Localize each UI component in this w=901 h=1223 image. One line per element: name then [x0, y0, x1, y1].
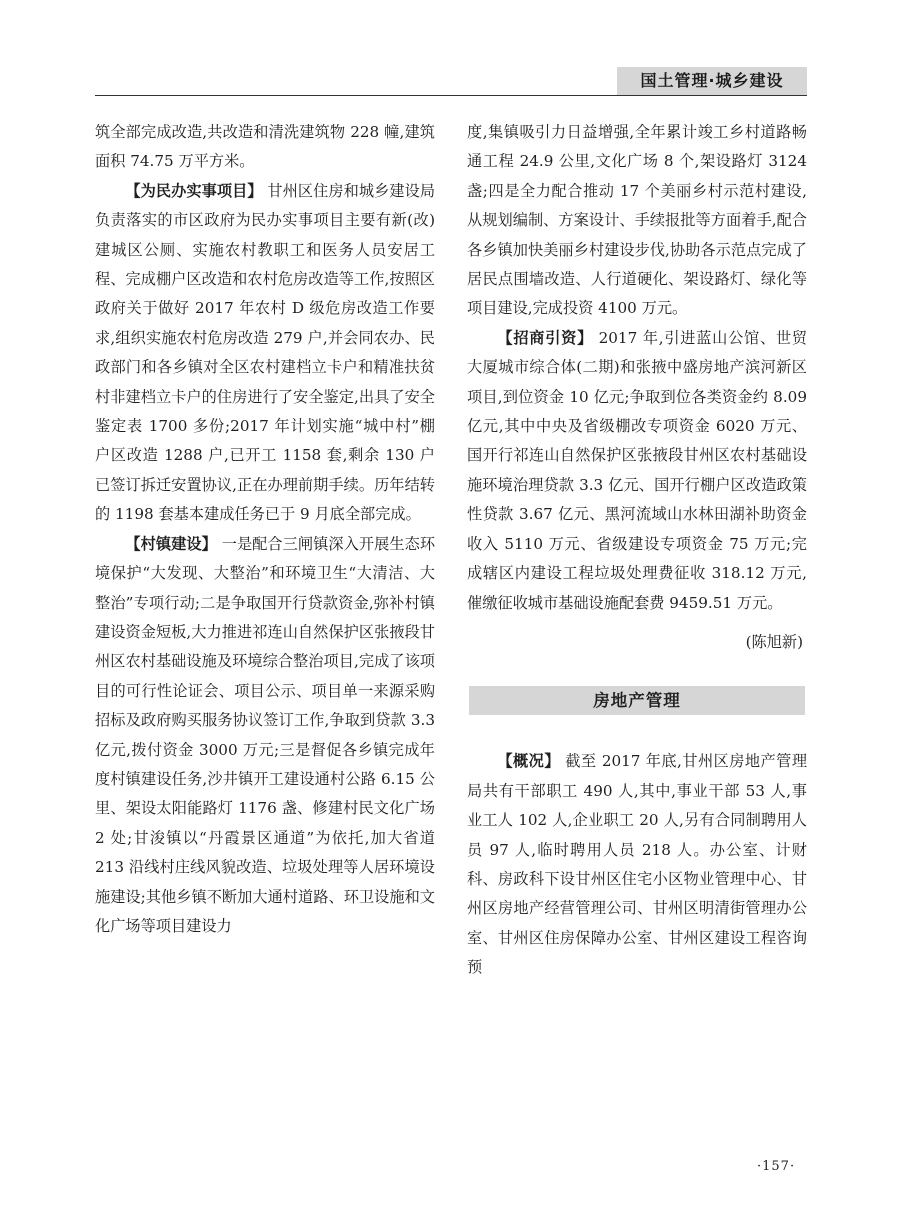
spacer [467, 715, 807, 747]
header-rule [95, 95, 807, 96]
paragraph-continued: 筑全部完成改造,共改造和清洗建筑物 228 幢,建筑面积 74.75 万平方米。 [95, 123, 435, 171]
paragraph-text: 2017 年,引进蓝山公馆、世贸大厦城市综合体(二期)和张掖中盛房地产滨河新区项目,到位资金 10 亿元;争取到位各类资金约 8.09 亿元,其中中央及省级棚改专项资金 6020 万元、国开行祁连山自然保护区张掖段甘州区农村基础设施环境治理贷款 3.3 亿元、国开行棚户区改造政策性贷款 3.67 亿元、黑河流域山水林田湖补助资金收入 5110 万元、省级建设专项资金 75 万元;完成辖区内建设工程垃圾处理费征收 318.12 万元,催缴征收城市基础设施配套费 9459.51 万元。 [467, 328, 808, 612]
paragraph-text: 截至 2017 年底,甘州区房地产管理局共有干部职工 490 人,其中,事业干部 53 人,事业工人 102 人,企业职工 20 人,另有合同制聘用人员 97 人,临时聘用人员 218 人。办公室、计财科、房政科下设甘州区住宅小区物业管理中心、甘州区房地产经营管理公司、甘州区明清街管理办公室、甘州区住房保障办公室、甘州区建设工程咨询预 [467, 752, 808, 977]
paragraph-livelihood-projects [95, 177, 435, 530]
page-number: ·157· [757, 1159, 796, 1174]
keyword-village-construction: 【村镇建设】 [125, 534, 217, 553]
paragraph-overview [467, 747, 807, 982]
right-column [467, 118, 807, 983]
paragraph-investment [467, 324, 807, 618]
section-title-real-estate: 房地产管理 [469, 686, 805, 715]
keyword-overview: 【概况】 [497, 752, 560, 771]
section-header-tab: 国土管理·城乡建设 [617, 67, 807, 95]
author-credit: (陈旭新) [745, 632, 803, 651]
paragraph-village-construction [95, 530, 435, 942]
paragraph-text: 一是配合三闸镇深入开展生态环境保护“大发现、大整治”和环境卫生“大清洁、大整治”专项行动;二是争取国开行贷款资金,弥补村镇建设资金短板,大力推进祁连山自然保护区张掖段甘州区农村基础设施及环境综合整治项目,完成了该项目的可行性论证会、项目公示、项目单一来源采购招标及政府购买服务协议签订工作,争取到贷款 3.3 亿元,拨付资金 3000 万元;三是督促各乡镇完成年度村镇建设任务,沙井镇开工建设通村公路 6.15 公里、架设太阳能路灯 1176 盏、修建村民文化广场 2 处;甘浚镇以“丹霞景区通道”为依托,加大省道 213 沿线村庄线风貌改造、垃圾处理等人居环境设施建设;其他乡镇不断加大通村道路、环卫设施和文化广场等项目建设力 [95, 534, 436, 935]
left-column [95, 118, 435, 941]
paragraph-continued: 度,集镇吸引力日益增强,全年累计竣工乡村道路畅通工程 24.9 公里,文化广场 8 个,架设路灯 3124 盏;四是全力配合推动 17 个美丽乡村示范村建设,从规划编制、方案设计、手续报批等方面着手,配合各乡镇加快美丽乡村建设步伐,协助各示范点完成了居民点围墙改造、人行道硬化、架设路灯、绿化等项目建设,完成投资 4100 万元。 [467, 123, 807, 318]
keyword-livelihood-projects: 【为民办实事项目】 [125, 181, 263, 200]
paragraph-text: 甘州区住房和城乡建设局负责落实的市区政府为民办实事项目主要有新(改)建城区公厕、实施农村教职工和医务人员安居工程、完成棚户区改造和农村危房改造等工作,按照区政府关于做好 2017 年农村 D 级危房改造工作要求,组织实施农村危房改造 279 户,并会同农办、民政部门和各乡镇对全区农村建档立卡户和精准扶贫村非建档立卡户的住房进行了安全鉴定,出具了安全鉴定表 1700 多份;2017 年计划实施“城中村”棚户区改造 1288 户,已开工 1158 套,剩余 130 户已签订拆迁安置协议,正在办理前期手续。历年结转的 1198 套基本建成任务已于 9 月底全部完成。 [95, 181, 436, 524]
keyword-investment: 【招商引资】 [497, 328, 594, 347]
